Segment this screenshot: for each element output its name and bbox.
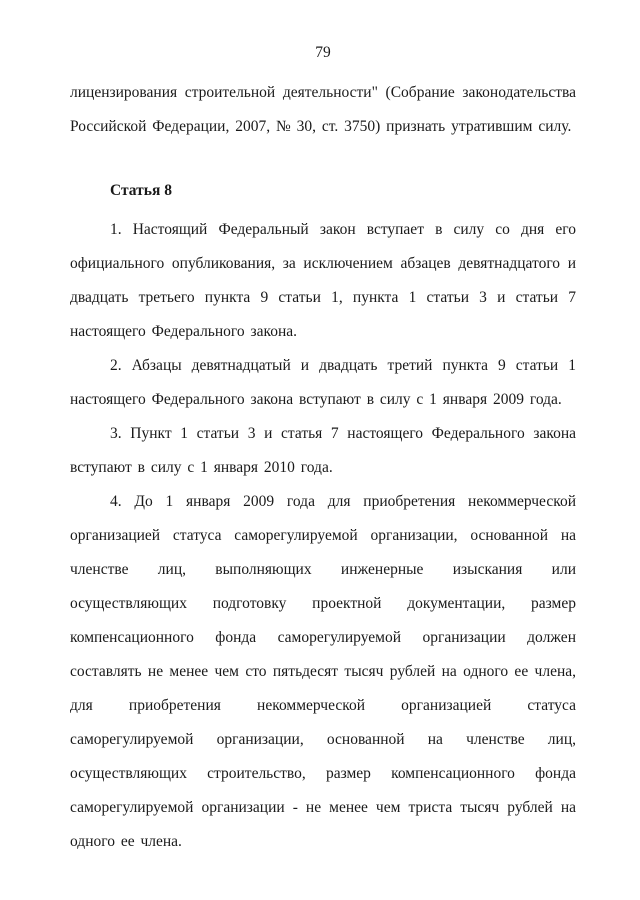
page-number: 79 — [315, 44, 331, 61]
paragraph-continuation: лицензирования строительной деятельности" (Собрание законодательства Российской Федерации, 2007, № 30, ст. 3750) признать утратившим силу. — [70, 84, 576, 135]
paragraph-item-2: 2. Абзацы девятнадцатый и двадцать третий пункта 9 статьи 1 настоящего Федерального закона вступают в силу с 1 января 2009 года. — [70, 357, 576, 408]
paragraph-item-1: 1. Настоящий Федеральный закон вступает в силу со дня его официального опубликования, за исключением абзацев девятнадцатого и двадцать третьего пункта 9 статьи 1, пункта 1 статьи 3 и статьи 7 настоящего Федерального закона. — [70, 221, 576, 340]
paragraph-item-3: 3. Пункт 1 статьи 3 и статья 7 настоящего Федерального закона вступают в силу с 1 января 2010 года. — [70, 425, 576, 476]
article-heading: Статья 8 — [110, 182, 172, 199]
paragraph-item-4: 4. До 1 января 2009 года для приобретения некоммерческой организацией статуса саморегулируемой организации, основанной на членстве лиц, выполняющих инженерные изыскания или осуществляющих подготовку проектной документации, размер компенсационного фонда саморегулируемой организации должен составлять не менее чем сто пятьдесят тысяч рублей на одного ее члена, для приобретения некоммерческой организацией статуса саморегулируемой организации, основанной на членстве лиц, осуществляющих строительство, размер компенсационного фонда саморегулируемой организации - не менее чем триста тысяч рублей на одного ее члена. — [70, 493, 576, 850]
